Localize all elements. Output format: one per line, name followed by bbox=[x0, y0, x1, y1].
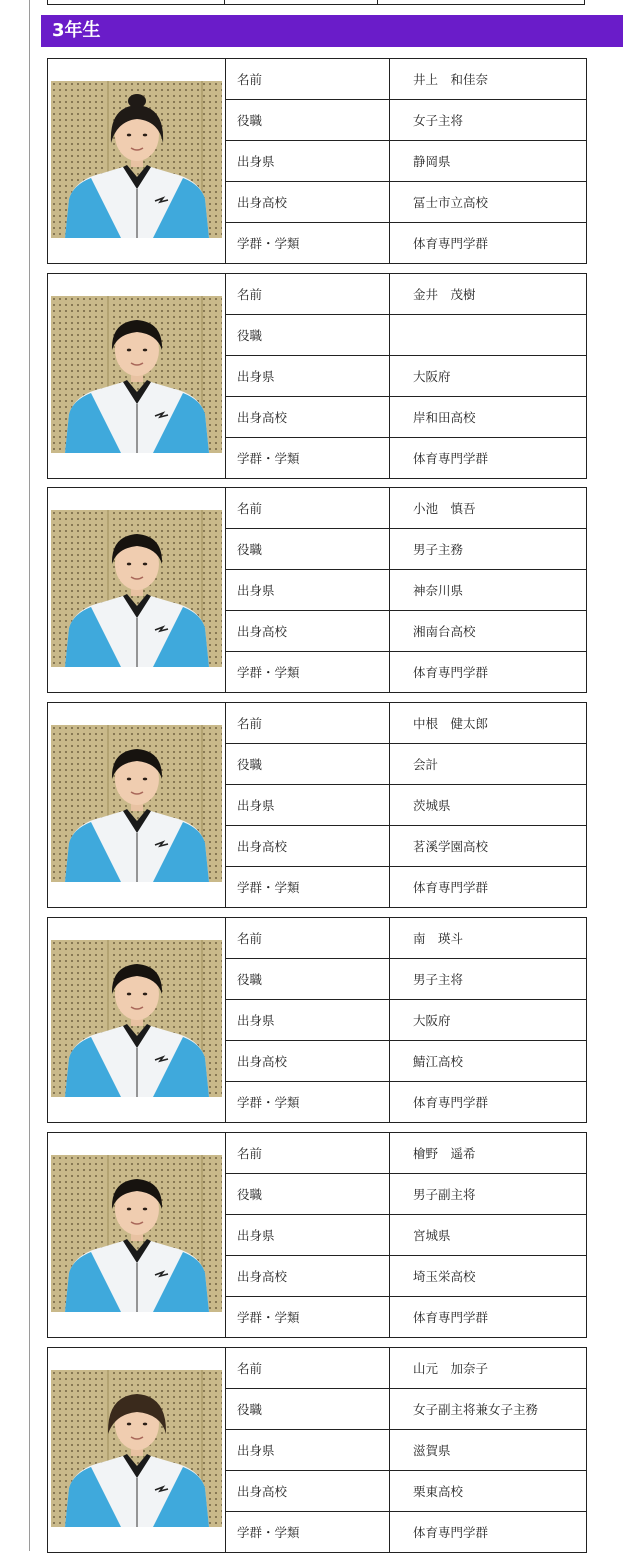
field-label-name: 名前 bbox=[226, 59, 390, 100]
field-value-high-school: 湘南台高校 bbox=[390, 611, 587, 652]
field-value-prefecture: 滋賀県 bbox=[390, 1430, 587, 1471]
field-label-high-school: 出身高校 bbox=[226, 397, 390, 438]
member-photo bbox=[51, 510, 222, 667]
field-label-name: 名前 bbox=[226, 488, 390, 529]
field-value-faculty: 体育専門学群 bbox=[390, 867, 587, 908]
field-value-name: 檜野 遥希 bbox=[390, 1133, 587, 1174]
field-value-prefecture: 静岡県 bbox=[390, 141, 587, 182]
field-value-role: 女子主将 bbox=[390, 100, 587, 141]
field-label-role: 役職 bbox=[226, 959, 390, 1000]
field-value-faculty: 体育専門学群 bbox=[390, 438, 587, 479]
field-label-prefecture: 出身県 bbox=[226, 785, 390, 826]
field-label-name: 名前 bbox=[226, 918, 390, 959]
field-label-high-school: 出身高校 bbox=[226, 182, 390, 223]
member-photo-cell bbox=[48, 1133, 226, 1338]
field-label-name: 名前 bbox=[226, 703, 390, 744]
field-label-prefecture: 出身県 bbox=[226, 1430, 390, 1471]
member-row-name bbox=[48, 1348, 587, 1389]
member-card bbox=[47, 273, 587, 479]
field-value-high-school: 茗溪学園高校 bbox=[390, 826, 587, 867]
member-row-name bbox=[48, 1133, 587, 1174]
member-photo-cell bbox=[48, 918, 226, 1123]
field-value-high-school: 冨士市立高校 bbox=[390, 182, 587, 223]
field-value-high-school: 岸和田高校 bbox=[390, 397, 587, 438]
field-label-faculty: 学群・学類 bbox=[226, 1297, 390, 1338]
field-value-prefecture: 大阪府 bbox=[390, 356, 587, 397]
field-label-faculty: 学群・学類 bbox=[226, 1512, 390, 1553]
field-label-prefecture: 出身県 bbox=[226, 570, 390, 611]
field-label-faculty: 学群・学類 bbox=[226, 223, 390, 264]
field-value-role: 女子副主将兼女子主務 bbox=[390, 1389, 587, 1430]
member-photo bbox=[51, 725, 222, 882]
field-value-faculty: 体育専門学群 bbox=[390, 1512, 587, 1553]
field-label-prefecture: 出身県 bbox=[226, 1000, 390, 1041]
field-label-role: 役職 bbox=[226, 100, 390, 141]
field-value-high-school: 埼玉栄高校 bbox=[390, 1256, 587, 1297]
member-row-name bbox=[48, 59, 587, 100]
member-row-name bbox=[48, 274, 587, 315]
page-left-rule bbox=[29, 0, 30, 1551]
field-value-prefecture: 神奈川県 bbox=[390, 570, 587, 611]
field-label-prefecture: 出身県 bbox=[226, 1215, 390, 1256]
field-value-role bbox=[390, 315, 587, 356]
field-value-prefecture: 大阪府 bbox=[390, 1000, 587, 1041]
member-photo-cell bbox=[48, 703, 226, 908]
field-value-role: 会計 bbox=[390, 744, 587, 785]
member-card bbox=[47, 702, 587, 908]
field-value-prefecture: 茨城県 bbox=[390, 785, 587, 826]
section-header: 3年生 bbox=[41, 15, 623, 47]
member-photo bbox=[51, 81, 222, 238]
member-card bbox=[47, 917, 587, 1123]
previous-table-bottom bbox=[47, 0, 585, 5]
member-photo-cell bbox=[48, 274, 226, 479]
field-value-faculty: 体育専門学群 bbox=[390, 223, 587, 264]
member-card bbox=[47, 58, 587, 264]
member-photo bbox=[51, 1155, 222, 1312]
field-label-high-school: 出身高校 bbox=[226, 1041, 390, 1082]
member-photo bbox=[51, 296, 222, 453]
field-label-role: 役職 bbox=[226, 315, 390, 356]
field-value-role: 男子主務 bbox=[390, 529, 587, 570]
member-row-name bbox=[48, 918, 587, 959]
field-label-prefecture: 出身県 bbox=[226, 356, 390, 397]
field-label-faculty: 学群・学類 bbox=[226, 438, 390, 479]
field-label-name: 名前 bbox=[226, 1133, 390, 1174]
member-photo-cell bbox=[48, 59, 226, 264]
field-label-prefecture: 出身県 bbox=[226, 141, 390, 182]
field-value-faculty: 体育専門学群 bbox=[390, 1297, 587, 1338]
field-value-role: 男子主将 bbox=[390, 959, 587, 1000]
field-value-name: 山元 加奈子 bbox=[390, 1348, 587, 1389]
field-label-faculty: 学群・学類 bbox=[226, 1082, 390, 1123]
field-label-high-school: 出身高校 bbox=[226, 826, 390, 867]
field-value-role: 男子副主将 bbox=[390, 1174, 587, 1215]
field-value-faculty: 体育専門学群 bbox=[390, 1082, 587, 1123]
field-value-name: 金井 茂樹 bbox=[390, 274, 587, 315]
field-value-name: 中根 健太郎 bbox=[390, 703, 587, 744]
member-photo-cell bbox=[48, 488, 226, 693]
field-value-high-school: 鯖江高校 bbox=[390, 1041, 587, 1082]
member-card bbox=[47, 487, 587, 693]
member-card bbox=[47, 1132, 587, 1338]
member-card bbox=[47, 1347, 587, 1553]
field-label-faculty: 学群・学類 bbox=[226, 652, 390, 693]
field-label-name: 名前 bbox=[226, 274, 390, 315]
field-label-high-school: 出身高校 bbox=[226, 1256, 390, 1297]
field-value-name: 南 瑛斗 bbox=[390, 918, 587, 959]
member-photo bbox=[51, 1370, 222, 1527]
field-label-role: 役職 bbox=[226, 744, 390, 785]
field-value-name: 井上 和佳奈 bbox=[390, 59, 587, 100]
field-value-name: 小池 慎吾 bbox=[390, 488, 587, 529]
field-label-role: 役職 bbox=[226, 529, 390, 570]
field-value-high-school: 栗東高校 bbox=[390, 1471, 587, 1512]
member-row-name bbox=[48, 488, 587, 529]
field-label-high-school: 出身高校 bbox=[226, 611, 390, 652]
field-label-name: 名前 bbox=[226, 1348, 390, 1389]
member-row-name bbox=[48, 703, 587, 744]
member-photo-cell bbox=[48, 1348, 226, 1553]
field-label-faculty: 学群・学類 bbox=[226, 867, 390, 908]
member-photo bbox=[51, 940, 222, 1097]
field-label-role: 役職 bbox=[226, 1389, 390, 1430]
field-label-high-school: 出身高校 bbox=[226, 1471, 390, 1512]
field-value-faculty: 体育専門学群 bbox=[390, 652, 587, 693]
field-value-prefecture: 宮城県 bbox=[390, 1215, 587, 1256]
field-label-role: 役職 bbox=[226, 1174, 390, 1215]
